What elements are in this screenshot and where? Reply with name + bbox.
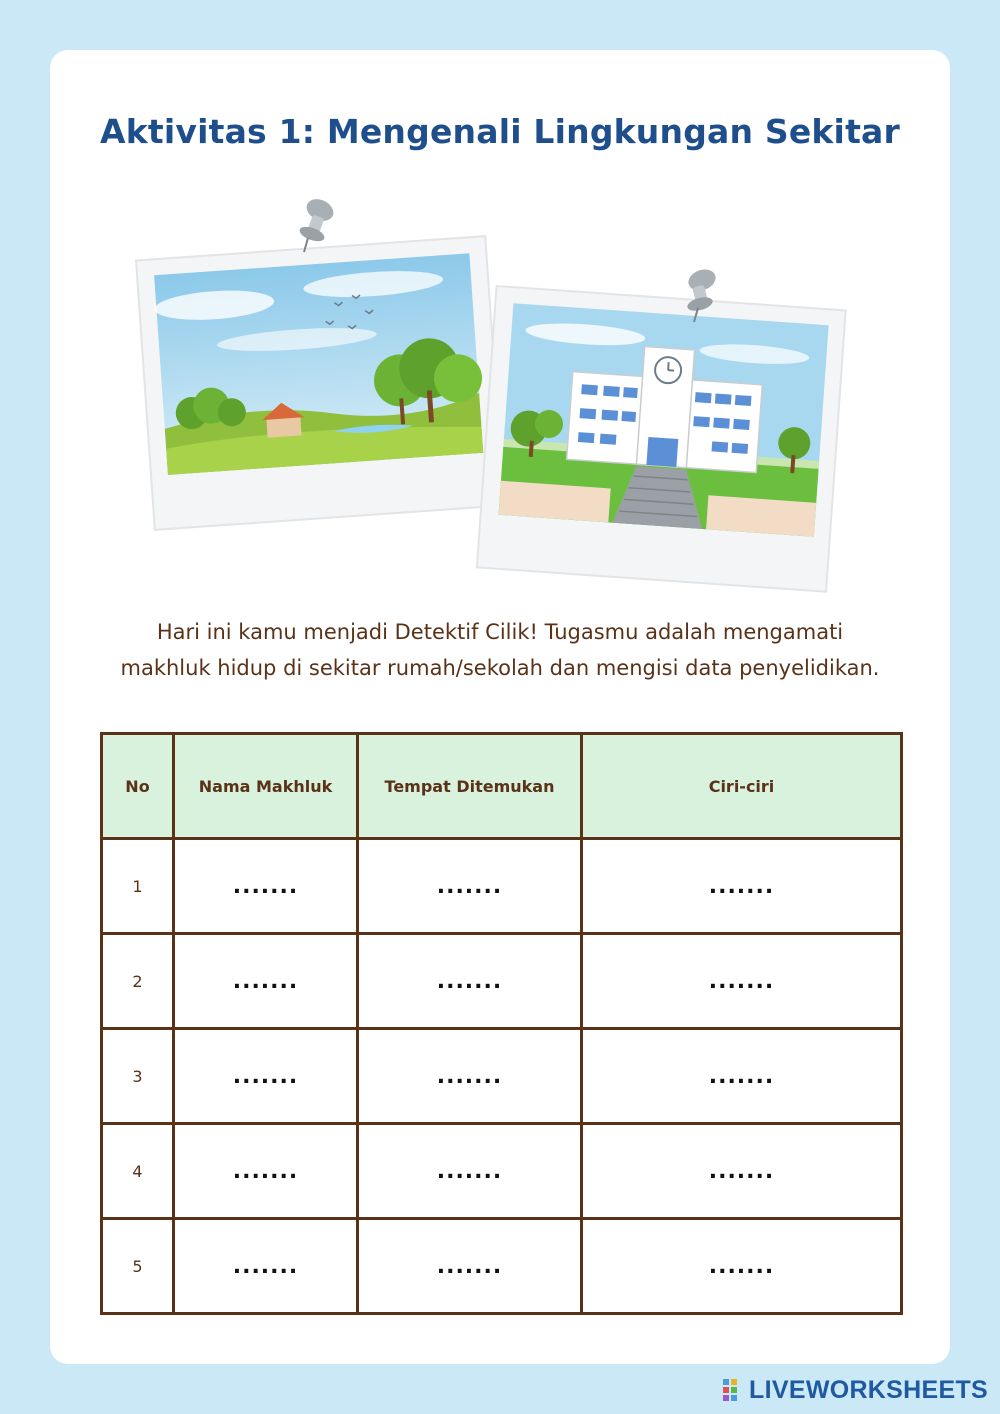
observation-table — [100, 732, 903, 1315]
header-tempat-ditemukan: Tempat Ditemukan — [358, 734, 582, 839]
header-no: No — [102, 734, 174, 839]
tempat-ditemukan-field[interactable]: ....... — [358, 839, 582, 934]
school-photo — [468, 278, 858, 608]
tempat-ditemukan-field[interactable]: ....... — [358, 1124, 582, 1219]
push-pin-icon — [676, 266, 726, 326]
tempat-ditemukan-field[interactable]: ....... — [358, 1219, 582, 1314]
ciri-ciri-field[interactable]: ....... — [582, 839, 902, 934]
ciri-ciri-field[interactable]: ....... — [582, 934, 902, 1029]
row-number: 2 — [102, 934, 174, 1029]
nama-makhluk-field[interactable]: ....... — [174, 934, 358, 1029]
ciri-ciri-field[interactable]: ....... — [582, 1124, 902, 1219]
row-number: 3 — [102, 1029, 174, 1124]
table-row — [102, 1219, 902, 1314]
ciri-ciri-field[interactable]: ....... — [582, 1219, 902, 1314]
nama-makhluk-field[interactable]: ....... — [174, 1029, 358, 1124]
table-row — [102, 934, 902, 1029]
nama-makhluk-field[interactable]: ....... — [174, 1124, 358, 1219]
table-row — [102, 839, 902, 934]
ciri-ciri-field[interactable]: ....... — [582, 1029, 902, 1124]
table-row — [102, 1029, 902, 1124]
nama-makhluk-field[interactable]: ....... — [174, 839, 358, 934]
countryside-photo — [130, 218, 510, 548]
nama-makhluk-field[interactable]: ....... — [174, 1219, 358, 1314]
header-nama-makhluk: Nama Makhluk — [174, 734, 358, 839]
push-pin-icon — [292, 196, 342, 256]
tempat-ditemukan-field[interactable]: ....... — [358, 934, 582, 1029]
row-number: 1 — [102, 839, 174, 934]
brand-name: LIVEWORKSHEETS — [749, 1375, 988, 1404]
page-title: Aktivitas 1: Mengenali Lingkungan Sekitar — [100, 112, 900, 151]
liveworksheets-icon — [723, 1379, 745, 1401]
row-number: 5 — [102, 1219, 174, 1314]
row-number: 4 — [102, 1124, 174, 1219]
header-ciri-ciri: Ciri-ciri — [582, 734, 902, 839]
intro-paragraph: Hari ini kamu menjadi Detektif Cilik! Tugasmu adalah mengamati makhluk hidup di sekitar rumah/sekolah dan mengisi data penyelidikan. — [120, 620, 880, 680]
liveworksheets-logo — [723, 1376, 988, 1404]
table-header-row — [102, 734, 902, 839]
tempat-ditemukan-field[interactable]: ....... — [358, 1029, 582, 1124]
table-row — [102, 1124, 902, 1219]
